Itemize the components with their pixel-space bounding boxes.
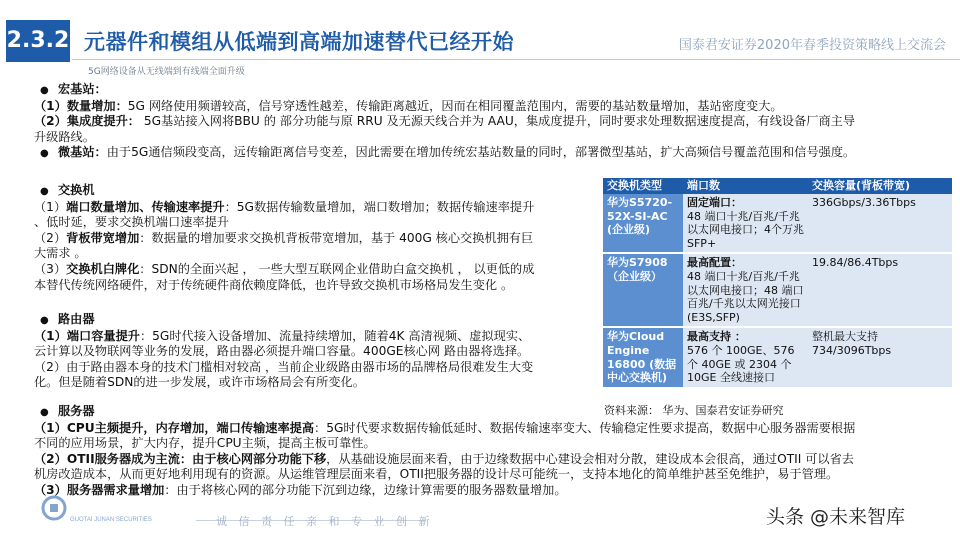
switch-point2-text-cont: 大需求 。 bbox=[34, 246, 87, 261]
server-section bbox=[34, 404, 952, 499]
bullet-icon: ● bbox=[40, 85, 49, 96]
switch-point3-num: （3） bbox=[34, 261, 67, 276]
server-point1-text-cont: 不同的应用场景，扩大内存，提升CPU主频，提高主板可靠性。 bbox=[34, 436, 376, 451]
micro-text: 由于5G通信频段变高，远传输距离信号变差，因此需要在增加传统宏基站数量的同时，部署微型基站，扩大高频信号覆盖范围和信号强度。 bbox=[106, 145, 856, 160]
switch-spec-table bbox=[603, 178, 952, 389]
table-cell-capacity: 整机最大支持 734/3096Tbps bbox=[808, 327, 952, 387]
table-cell-capacity: 336Gbps/3.36Tbps bbox=[808, 194, 952, 253]
section-heading-macro: 宏基站： bbox=[58, 82, 107, 96]
port-lead: 固定端口： bbox=[687, 196, 742, 209]
conference-name: 国泰君安证券2020年春季投资策略线上交流会 bbox=[678, 38, 946, 53]
company-logo bbox=[40, 494, 158, 524]
table-cell-model: 华为S5720-52X-SI-AC (企业级) bbox=[603, 194, 683, 253]
server-point3-lead: （3）服务器需求量增加 bbox=[34, 482, 165, 497]
port-lead: 最高配置： bbox=[687, 256, 742, 270]
table-row bbox=[603, 327, 952, 387]
macro-point2-lead: （2）集成度提升： bbox=[34, 114, 140, 129]
router-point1-text: ：5G时代接入设备增加、流量持续增加，随着4K 高清视频、虚拟现实、 bbox=[139, 328, 531, 343]
router-point2-text: （2）由于路由器本身的技术门槛相对较高 ，当前企业级路由器市场的品牌格局很难发生大变 bbox=[34, 359, 534, 374]
table-header-cell: 交换容量(背板带宽) bbox=[808, 178, 952, 194]
router-section bbox=[34, 312, 596, 391]
server-point1-lead: （1）CPU主频提升，内存增加，端口传输速率提高 bbox=[34, 420, 315, 435]
footer-slogan: 诚 信 责 任 亲 和 专 业 创 新 bbox=[216, 515, 434, 528]
switch-point1-num: （1） bbox=[34, 199, 67, 214]
macro-point1-lead: （1）数量增加： bbox=[34, 98, 128, 113]
switch-point1-text: ：5G数据传输数量增加，端口数增加；数据传输速率提升 bbox=[224, 199, 535, 214]
port-text: 48 端口十兆/百兆/千兆以太网电接口；4个万兆SFP+ bbox=[687, 209, 804, 250]
bullet-icon: ● bbox=[40, 186, 49, 197]
table-row bbox=[603, 194, 952, 253]
page-title: 元器件和模组从低端到高端加速替代已经开始 bbox=[84, 30, 514, 54]
section-number-badge: 2.3.2 bbox=[6, 20, 70, 62]
macro-point1-text: 5G 网络使用频谱较高，信号穿透性越差，传输距离越近，因而在相同覆盖范围内，需要的基站数量增加，基站密度变大。 bbox=[127, 98, 783, 113]
table-cell-ports bbox=[683, 194, 808, 253]
table-row bbox=[603, 253, 952, 327]
table-header-cell: 端口数 bbox=[683, 178, 808, 194]
table-cell-ports bbox=[683, 327, 808, 387]
switch-point1-lead: 端口数量增加、传输速率提升 bbox=[66, 199, 225, 214]
table-header-row bbox=[603, 178, 952, 194]
section-heading-server: 服务器 bbox=[58, 404, 95, 418]
header bbox=[0, 0, 960, 62]
port-text: 48 端口十兆/百兆/千兆以太网电接口；48 端口百兆/千兆以太网光接口 (E3S,SFP) bbox=[687, 269, 804, 324]
server-point3-text: ：由于将核心网的部分功能下沉到边缘，边缘计算需要的服务器数量增加。 bbox=[164, 482, 567, 497]
watermark: 头条 @未来智库 bbox=[766, 506, 906, 528]
logo-text: GUOTAI JUNAN SECURITIES bbox=[70, 517, 152, 523]
table-cell-model: 华为S7908 （企业级） bbox=[603, 253, 683, 327]
port-text: 576 个 100GE、576 个 40GE 或 2304 个 10GE 全线速接口 bbox=[687, 343, 795, 385]
table-cell-capacity: 19.84/86.4Tbps bbox=[808, 253, 952, 327]
table-cell-ports bbox=[683, 253, 808, 327]
router-point1-text-cont: 云计算以及物联网等业务的发展，路由器必须提升端口容量。400GE核心网 路由器将选择。 bbox=[34, 344, 530, 359]
switch-point2-num: （2） bbox=[34, 230, 67, 245]
macro-point2-text-cont: 升级路线。 bbox=[34, 129, 95, 144]
switch-point3-lead: 交换机白牌化 bbox=[66, 261, 140, 276]
table-cell-model: 华为Cloud Engine 16800 (数据中心交换机) bbox=[603, 327, 683, 387]
switch-point1-text-cont: 、低时延，要求交换机端口速率提升 bbox=[34, 215, 229, 230]
server-point2-text: ，从基础设施层面来看，由于边缘数据中心建设会相对分散，建设成本会很高，通过OTII 可以省去 bbox=[326, 451, 854, 466]
switch-point3-text-cont: 本替代传统网络硬件，对于传统硬件商依赖度降低，也许导致交换机市场格局发生变化 。 bbox=[34, 277, 514, 292]
source-note: 资料来源： 华为、国泰君安证券研究 bbox=[604, 404, 784, 417]
section-heading-switch: 交换机 bbox=[58, 183, 95, 197]
server-point1-text: ：5G时代要求数据传输低延时、数据传输速率变大、传输稳定性要求提高，数据中心服务器需要根据 bbox=[314, 420, 856, 435]
section-heading-micro: 微基站： bbox=[58, 145, 107, 160]
bullet-icon: ● bbox=[40, 315, 49, 326]
macro-base-station-section bbox=[34, 82, 940, 162]
port-lead: 最高支持 ： bbox=[687, 330, 746, 344]
switch-section bbox=[34, 183, 596, 293]
router-point1-lead: （1）端口容量提升 bbox=[34, 328, 140, 343]
switch-point3-text: ：SDN的全面兴起 ， 一些大型互联网企业借助白盒交换机 ， 以更低的成 bbox=[139, 261, 535, 276]
server-point2-text-cont: 机房改造成本，从而更好地利用现有的资源。从运维管理层面来看，OTII把服务器的设计尽可能统一，支持本地化的简单维护甚至免维护，易于管理。 bbox=[34, 467, 839, 482]
router-point2-text-cont: 化。但是随着SDN的进一步发展，或许市场格局会有所变化。 bbox=[34, 375, 365, 390]
switch-point2-lead: 背板带宽增加 bbox=[66, 230, 140, 245]
server-point2-lead: （2）OTII服务器成为主流：由于核心网部分功能下移 bbox=[34, 451, 327, 466]
macro-point2-text: 5G基站接入网将BBU 的 部分功能与原 RRU 及无源天线合并为 AAU，集成度提升，同时要求处理数据速度提高，有线设备厂商主导 bbox=[139, 114, 856, 129]
page-subtitle: 5G网络设备从无线端到有线端全面升级 bbox=[88, 67, 245, 77]
section-heading-router: 路由器 bbox=[58, 312, 95, 326]
switch-point2-text: ：数据量的增加要求交换机背板带宽增加，基于 400G 核心交换机拥有巨 bbox=[139, 230, 534, 245]
bullet-icon: ● bbox=[40, 148, 49, 160]
bullet-icon: ● bbox=[40, 407, 49, 418]
table-header-cell: 交换机类型 bbox=[603, 178, 683, 194]
header-divider bbox=[72, 59, 960, 60]
